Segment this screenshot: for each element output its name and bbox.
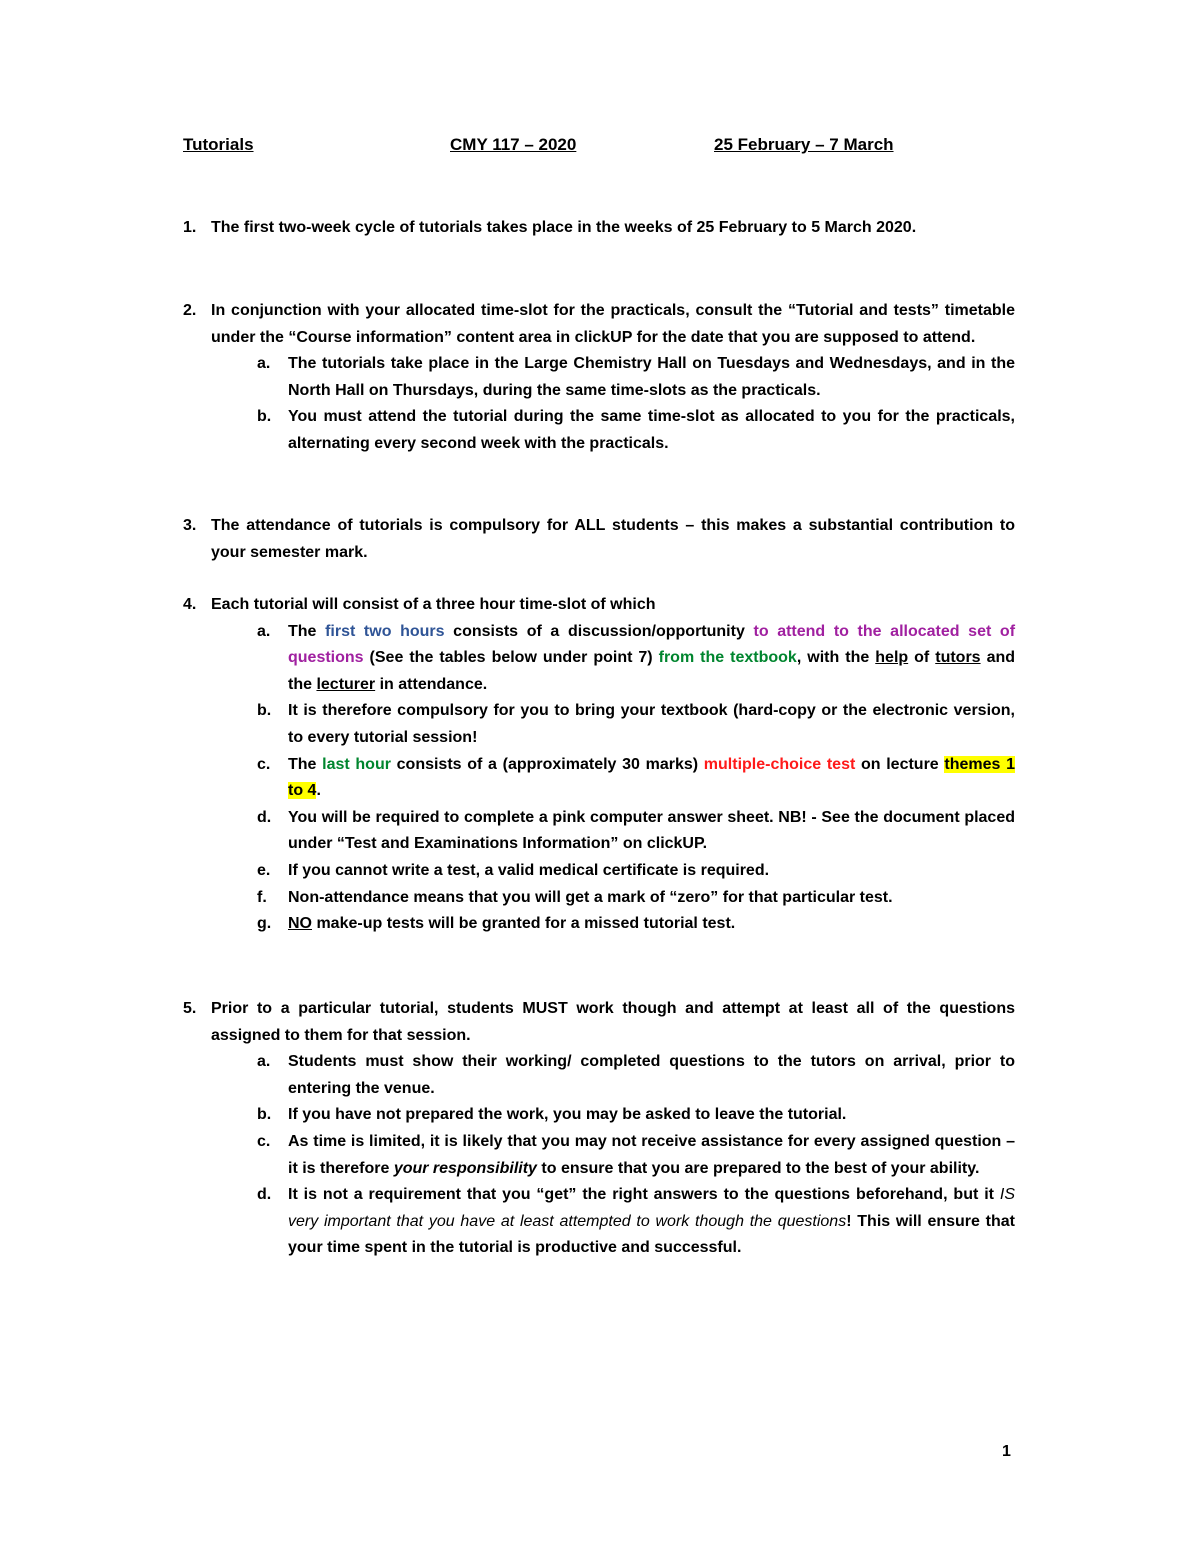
sub-item-b — [257, 404, 1015, 457]
sub-letter: f. — [257, 888, 267, 906]
sub-letter: c. — [257, 755, 271, 773]
text-run: (See the tables below under point 7) — [363, 649, 659, 667]
sub-letter: a. — [257, 355, 271, 373]
item-number: 5. — [183, 1000, 197, 1017]
list-item-2 — [183, 298, 1015, 458]
sub-letter: d. — [257, 808, 272, 826]
item-number: 4. — [183, 596, 197, 613]
lecturer-text: lecturer — [316, 675, 376, 693]
help-text: help — [875, 649, 909, 667]
sub-letter: b. — [257, 1106, 272, 1124]
item-number: 2. — [183, 302, 197, 319]
sub-item-c — [257, 752, 1016, 805]
sub-item-b — [257, 1102, 1015, 1129]
sub-letter: d. — [257, 1186, 272, 1204]
sub-text: It is therefore compulsory for you to bring your textbook (hard-copy or the electronic version, to every tutorial session! — [288, 702, 1015, 746]
item-text: In conjunction with your allocated time-slot for the practicals, consult the “Tutorial and tests” timetable under the “Course information” content area in clickUP for the date that you are supposed to attend. — [211, 302, 1015, 346]
sub-letter: b. — [257, 408, 272, 426]
text-run: to ensure that you are prepared to the best of your ability. — [536, 1159, 980, 1177]
list-item-3 — [183, 513, 1015, 566]
item-text: Prior to a particular tutorial, students MUST work though and attempt at least all of the questions assigned to them for that session. — [211, 1000, 1015, 1044]
sub-text: You must attend the tutorial during the same time-slot as allocated to you for the practicals, alternating every second week with the practicals. — [288, 408, 1015, 452]
no-text: NO — [288, 915, 312, 933]
page-header — [183, 135, 1023, 161]
sub-item-a — [257, 351, 1015, 404]
sub-list — [257, 351, 1015, 457]
sub-item-g — [257, 911, 1015, 938]
text-run: in attendance. — [375, 675, 488, 693]
text-run: make-up tests will be granted for a missed tutorial test. — [312, 915, 736, 933]
sub-item-d — [257, 1182, 1015, 1262]
emphasis-text: IS very important that you have at least attempted to work though the questions — [288, 1186, 1015, 1230]
sub-text: If you have not prepared the work, you may be asked to leave the tutorial. — [288, 1106, 847, 1124]
sub-list — [257, 619, 1016, 938]
text-run: The — [288, 755, 323, 773]
sub-item-f — [257, 885, 1015, 912]
text-run: and the — [288, 649, 1016, 693]
allocated-questions-text: to attend to the allocated set of questions — [288, 622, 1016, 667]
themes-highlight: themes 1 to 4 — [288, 755, 1016, 800]
text-run: consists of a discussion/opportunity — [444, 622, 754, 640]
header-course: CMY 117 – 2020 — [450, 135, 577, 154]
last-hour-text: last hour — [322, 755, 391, 773]
sub-item-a — [257, 619, 1016, 699]
text-run: As time is limited, it is likely that you may not receive assistance for every assigned question – it is therefore — [288, 1132, 1015, 1177]
item-number: 3. — [183, 517, 197, 534]
responsibility-text: your responsibility — [393, 1159, 537, 1177]
item-text: Each tutorial will consist of a three hour time-slot of which — [211, 596, 656, 613]
text-run: consists of a (approximately 30 marks) — [390, 755, 704, 773]
text-run: ! This will ensure that your time spent in the tutorial is productive and successful. — [288, 1212, 1015, 1257]
sub-letter: a. — [257, 1053, 271, 1071]
text-run: of — [908, 649, 936, 667]
page-number: 1 — [1002, 1443, 1011, 1460]
sub-text: Students must show their working/ completed questions to the tutors on arrival, prior to entering the venue. — [288, 1053, 1015, 1097]
text-run: The — [288, 622, 326, 640]
sub-letter: g. — [257, 915, 272, 933]
sub-text: The tutorials take place in the Large Chemistry Hall on Tuesdays and Wednesdays, and in the North Hall on Thursdays, during the same time-slots as the practicals. — [288, 355, 1015, 399]
header-title: Tutorials — [183, 135, 254, 154]
text-run: on lecture — [855, 755, 945, 773]
header-dates: 25 February – 7 March — [714, 135, 894, 154]
from-textbook-text: from the textbook — [658, 649, 797, 667]
sub-text: If you cannot write a test, a valid medical certificate is required. — [288, 861, 770, 879]
sub-letter: c. — [257, 1132, 271, 1150]
sub-item-c — [257, 1129, 1015, 1182]
first-two-hours-text: first two hours — [325, 622, 445, 640]
sub-letter: e. — [257, 861, 271, 879]
sub-text: Non-attendance means that you will get a mark of “zero” for that particular test. — [288, 888, 893, 906]
sub-list — [257, 1049, 1015, 1262]
item-text: The first two-week cycle of tutorials takes place in the weeks of 25 February to 5 March 2020. — [211, 219, 917, 236]
item-number: 1. — [183, 219, 197, 236]
sub-item-d — [257, 805, 1015, 858]
sub-letter: a. — [257, 622, 271, 640]
item-text: The attendance of tutorials is compulsory for ALL students – this makes a substantial contribution to your semester mark. — [211, 517, 1015, 561]
text-run: It is not a requirement that you “get” the right answers to the questions beforehand, but it — [288, 1186, 1000, 1204]
list-item-1 — [183, 215, 1015, 242]
list-item-5 — [183, 996, 1015, 1262]
sub-letter: b. — [257, 702, 272, 720]
list-item-4 — [183, 592, 1015, 938]
sub-item-b — [257, 698, 1015, 751]
tutors-text: tutors — [935, 649, 981, 667]
text-run: , with the — [796, 649, 876, 667]
multiple-choice-test-text: multiple-choice test — [703, 755, 856, 773]
sub-item-e — [257, 858, 1015, 885]
text-run: . — [316, 782, 321, 800]
sub-text: You will be required to complete a pink computer answer sheet. NB! - See the document placed under “Test and Examinations Information” on clickUP. — [288, 808, 1015, 853]
sub-item-a — [257, 1049, 1015, 1102]
